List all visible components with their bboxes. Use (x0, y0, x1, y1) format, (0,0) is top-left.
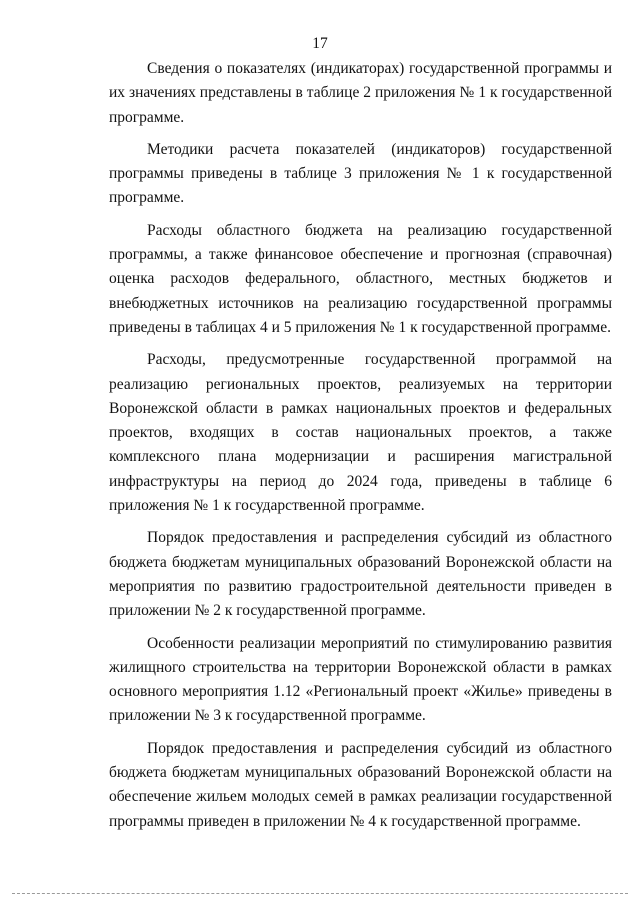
paragraph-calculation-methods: Методики расчета показателей (индикаторов) государственной программы приведены в таблице 3 приложения № 1 к государственной программе. (109, 140, 612, 207)
page-number: 17 (312, 35, 328, 52)
paragraph-young-families-subsidies: Порядок предоставления и распределения субсидий из областного бюджета бюджетам муниципальных образований Воронежской области на обеспечение жильем молодых семей в рамках реализации государственной программы приведен в приложении № 4 к государственной программе. (109, 739, 612, 830)
body-text (109, 57, 612, 842)
paragraph-urban-planning-subsidies: Порядок предоставления и распределения субсидий из областного бюджета бюджетам муниципальных образований Воронежской области на мероприятия по развитию градостроительной деятельности приведен в приложении № 2 к государственной программе. (109, 529, 612, 620)
paragraph-regional-projects: Расходы, предусмотренные государственной программой на реализацию региональных проектов, реализуемых на территории Воронежской области в рамках национальных проектов и федеральных проектов, входящих в состав национальных проектов, а также комплексного плана модернизации и расширения магистральной инфраструктуры на период до 2024 года, приведены в таблице 6 приложения № 1 к государственной программе. (109, 351, 612, 515)
paragraph-indicators-info: Сведения о показателях (индикаторах) государственной программы и их значениях представлены в таблице 2 приложения № 1 к государственной программе. (109, 60, 612, 126)
scan-edge-line (12, 893, 628, 894)
paragraph-budget-expenses: Расходы областного бюджета на реализацию государственной программы, а также финансовое обеспечение и прогнозная (справочная) оценка расходов федерального, областного, местных бюджетов и внебюджетных источников на реализацию государственной программы приведены в таблицах 4 и 5 приложения № 1 к государственной программе. (109, 221, 612, 336)
paragraph-housing-construction: Особенности реализации мероприятий по стимулированию развития жилищного строительства на территории Воронежской области в рамках основного мероприятия 1.12 «Региональный проект «Жилье» приведены в приложении № 3 к государственной программе. (109, 634, 612, 725)
